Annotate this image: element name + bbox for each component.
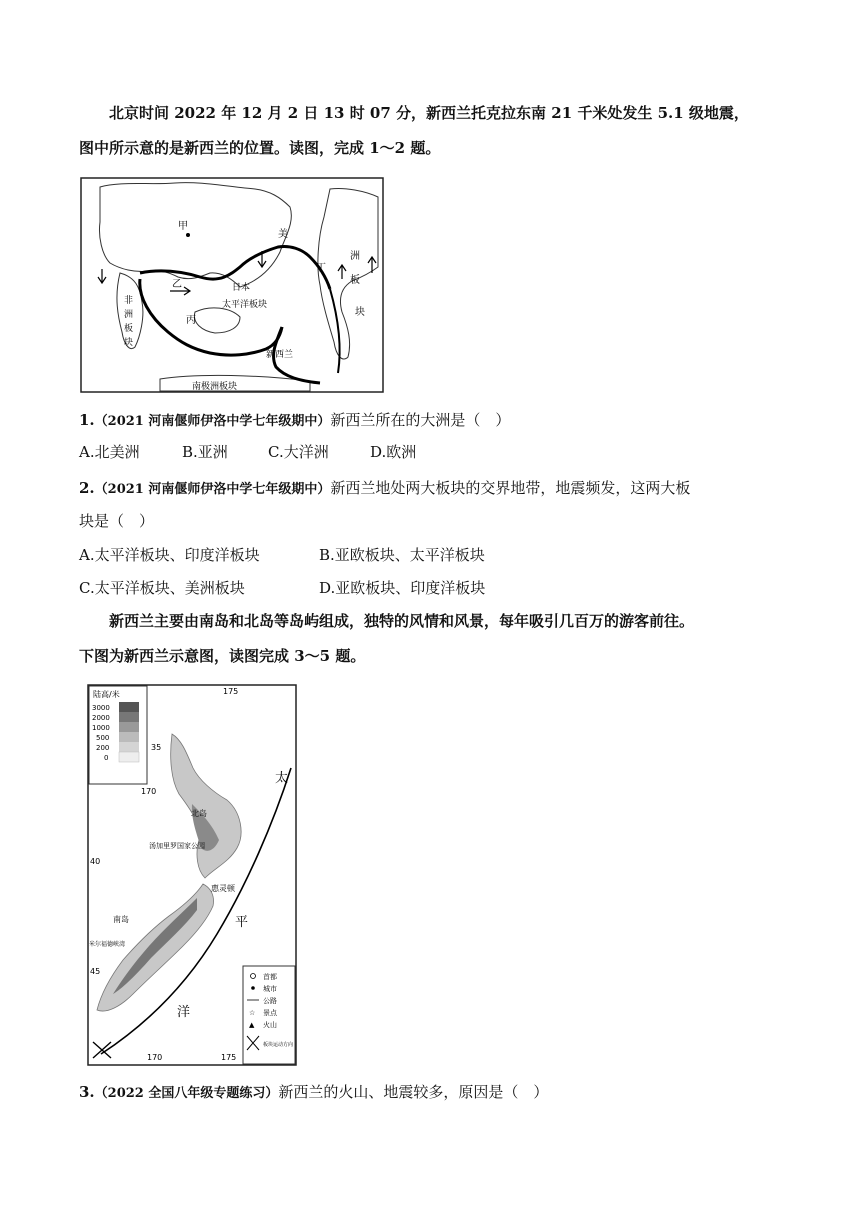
question-2-source: （2021 河南偃师伊洛中学七年级期中）: [94, 482, 331, 497]
label-yang: 洋: [177, 1005, 191, 1020]
legend-item-label: 板块运动方向: [263, 1042, 294, 1048]
elevation-label: 0: [104, 754, 109, 762]
legend-item-label: 火山: [263, 1021, 277, 1029]
question-2-option-a[interactable]: A.太平洋板块、印度洋板块: [79, 546, 260, 564]
legend-item-label: 首都: [263, 973, 277, 981]
scenic-spot-icon: ☆: [249, 1009, 256, 1017]
question-2-option-d[interactable]: D.亚欧板块、印度洋板块: [319, 579, 486, 597]
elevation-label: 500: [96, 734, 110, 742]
label-xinxilan: 新西兰: [266, 350, 294, 360]
elevation-label: 200: [96, 744, 110, 752]
elevation-swatch: [119, 702, 139, 712]
question-2: [79, 476, 784, 502]
city-icon: [251, 986, 255, 990]
point-jia: [186, 233, 190, 237]
question-2-option-c[interactable]: C.太平洋板块、美洲板块: [79, 579, 245, 597]
intro-1-line-2: 图中所示意的是新西兰的位置。读图，完成 1～2 题。: [79, 139, 441, 157]
elevation-swatch: [119, 722, 139, 732]
volcano-icon: ▲: [249, 1021, 255, 1029]
elevation-label: 1000: [92, 724, 110, 732]
intro-paragraph-2: [79, 604, 784, 674]
question-2-number: 2.: [79, 479, 95, 497]
lat-label: 35: [151, 743, 162, 752]
question-3: [79, 1080, 784, 1106]
lat-label: 45: [90, 967, 101, 976]
question-3-source: （2022 全国八年级专题练习）: [94, 1086, 279, 1101]
label-riben: 日本: [232, 283, 251, 293]
intro-2-line-1: 新西兰主要由南岛和北岛等岛屿组成，独特的风情和风景，每年吸引几百万的游客前往。: [109, 612, 695, 630]
world-plate-map: [80, 177, 384, 393]
label-zhou: 洲: [350, 251, 360, 262]
label-fei: 非: [124, 296, 134, 306]
label-ding: 丁: [316, 263, 326, 274]
question-1-number: 1.: [79, 411, 95, 429]
intro-paragraph-1: [79, 96, 784, 166]
intro-1-line-1: 北京时间 2022 年 12 月 2 日 13 时 07 分，新西兰托克拉东南 21 千米处发生 5.1 级地震，: [109, 104, 749, 122]
label-ban-left: 板: [124, 324, 134, 334]
label-ban: 板: [350, 275, 360, 286]
lat-label: 40: [90, 857, 101, 866]
label-zhou-left: 洲: [124, 310, 134, 320]
label-bing: 丙: [186, 315, 196, 326]
question-1-source: （2021 河南偃师伊洛中学七年级期中）: [94, 414, 331, 429]
lon-label-top: 175: [223, 687, 239, 696]
new-zealand-map: [87, 684, 297, 1066]
question-3-text: 新西兰的火山、地震较多，原因是（ ）: [278, 1083, 549, 1101]
question-2-options-row-2: [79, 576, 485, 600]
label-taipingyang: 太平洋板块: [222, 300, 268, 310]
legend-item-label: 景点: [263, 1009, 277, 1017]
question-2-text: 新西兰地处两大板块的交界地带，地震频发，这两大板: [330, 479, 691, 497]
legend-item-label: 城市: [263, 985, 277, 993]
elevation-label: 2000: [92, 714, 110, 722]
question-2-options-row-1: [79, 543, 485, 567]
label-park: 汤加里罗国家公园: [149, 842, 205, 850]
label-beidao: 北岛: [191, 809, 207, 818]
elevation-swatch: [119, 712, 139, 722]
lon-label-top: 170: [141, 787, 157, 796]
elevation-swatch: [119, 742, 139, 752]
label-tai: 太: [275, 771, 289, 786]
label-mei: 美: [278, 229, 288, 240]
question-2-continuation: 块是（ ）: [79, 512, 155, 530]
label-yi: 乙: [172, 279, 182, 290]
question-1-option-c[interactable]: C.大洋洲: [268, 443, 329, 461]
label-nanjizhou: 南极洲板块: [192, 382, 238, 392]
question-1-option-d[interactable]: D.欧洲: [370, 443, 417, 461]
question-1: [79, 408, 784, 434]
intro-2-line-2: 下图为新西兰示意图，读图完成 3～5 题。: [79, 647, 366, 665]
label-wellington: 惠灵顿: [211, 884, 235, 893]
label-nandao: 南岛: [113, 915, 129, 924]
label-kuai-left: 块: [124, 338, 134, 348]
label-jia: 甲: [178, 221, 188, 232]
legend-item-label: 公路: [263, 997, 277, 1005]
elevation-label: 3000: [92, 704, 110, 712]
question-2-option-b[interactable]: B.亚欧板块、太平洋板块: [319, 546, 485, 564]
lon-label-bottom: 175: [221, 1053, 237, 1062]
legend-title: 陆高/米: [93, 690, 120, 699]
question-1-options: [79, 440, 416, 464]
elevation-swatch: [119, 732, 139, 742]
question-3-number: 3.: [79, 1083, 95, 1101]
question-1-text: 新西兰所在的大洲是（ ）: [330, 411, 511, 429]
label-milford: 米尔福德峡湾: [89, 941, 126, 948]
label-kuai-right: 块: [355, 307, 365, 318]
lon-label-bottom: 170: [147, 1053, 163, 1062]
question-1-option-a[interactable]: A.北美洲: [79, 443, 140, 461]
label-ping: 平: [235, 915, 249, 930]
question-1-option-b[interactable]: B.亚洲: [182, 443, 228, 461]
elevation-swatch: [119, 752, 139, 762]
